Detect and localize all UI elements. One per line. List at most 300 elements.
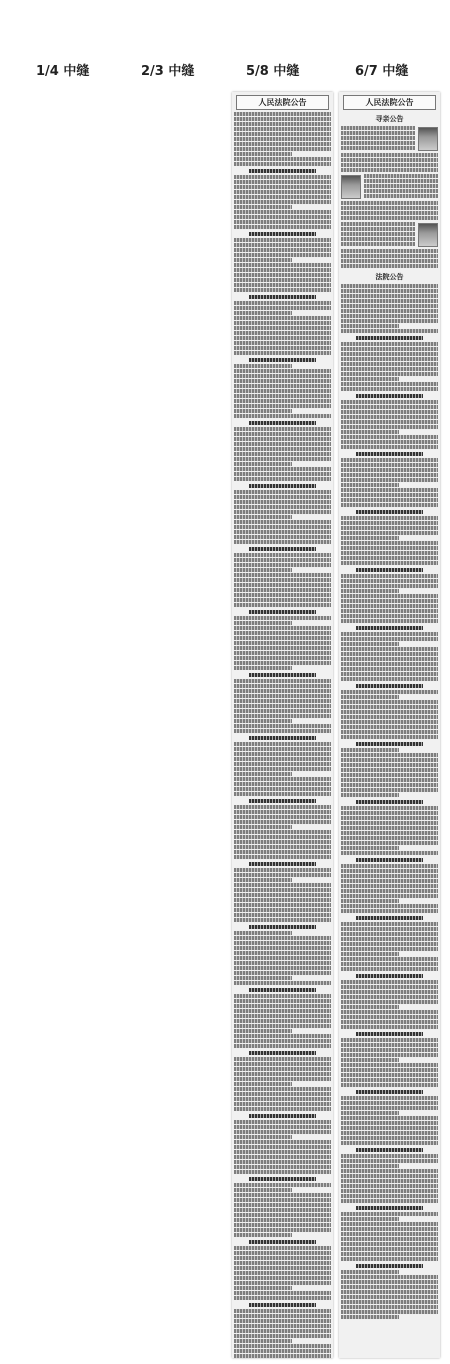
fine-print-line — [341, 720, 438, 724]
fine-print-line — [234, 374, 331, 378]
fine-print-line — [341, 387, 438, 391]
fine-print-line — [234, 1130, 331, 1134]
fine-print-line — [341, 473, 438, 477]
fine-print-line — [341, 821, 438, 825]
fine-print-line — [234, 331, 331, 335]
fine-print-line — [234, 787, 331, 791]
fine-print-line — [234, 175, 331, 179]
court-subheading — [249, 799, 317, 803]
fine-print-line — [341, 637, 438, 641]
fine-print-line — [341, 864, 438, 868]
fine-print-line — [364, 184, 438, 188]
fine-print-line — [341, 947, 438, 951]
fine-print-line — [341, 405, 438, 409]
fine-print-line — [341, 811, 438, 815]
court-subheading — [356, 800, 424, 804]
fine-print-line — [341, 1101, 438, 1105]
court-subheading — [249, 232, 317, 236]
fine-print-line — [341, 748, 399, 752]
fine-print-line — [234, 263, 331, 267]
fine-print-line — [234, 278, 331, 282]
fine-print-line — [234, 1150, 331, 1154]
fine-print-line — [341, 153, 438, 157]
fine-print-line — [234, 820, 331, 824]
fine-print-line — [234, 1213, 331, 1217]
fine-print-line — [341, 763, 438, 767]
fine-print-line — [234, 699, 331, 703]
fine-print-line — [234, 588, 331, 592]
fine-print-line — [341, 1154, 438, 1158]
fine-print-line — [341, 768, 438, 772]
fine-print-line — [234, 1072, 331, 1076]
fine-print-line — [234, 258, 292, 262]
entry-text — [364, 174, 438, 199]
fine-print-line — [234, 157, 331, 161]
fine-print-line — [234, 1039, 331, 1043]
fine-print-line — [234, 1009, 331, 1013]
fine-print-line — [341, 962, 438, 966]
fine-print-line — [234, 840, 331, 844]
fine-print-line — [234, 336, 331, 340]
fine-print-line — [341, 1237, 438, 1241]
fine-print-line — [341, 909, 438, 913]
fine-print-line — [341, 463, 438, 467]
fine-print-line — [341, 778, 438, 782]
court-subheading — [356, 684, 424, 688]
fine-print-line — [234, 525, 331, 529]
fine-print-line — [341, 158, 438, 162]
fine-print-line — [341, 942, 438, 946]
fine-print-line — [234, 719, 292, 723]
fine-print-line — [234, 414, 331, 418]
fine-print-line — [341, 126, 415, 130]
fine-print-line — [234, 1034, 331, 1038]
fine-print-line — [341, 1111, 399, 1115]
fine-print-line — [234, 1329, 331, 1333]
fine-print-line — [234, 704, 331, 708]
fine-print-line — [341, 488, 438, 492]
fine-print-line — [341, 990, 438, 994]
fine-print-line — [234, 679, 331, 683]
fine-print-line — [234, 850, 331, 854]
fine-print-line — [234, 971, 331, 975]
fine-print-line — [341, 400, 438, 404]
fine-print-line — [234, 762, 331, 766]
fine-print-line — [341, 1227, 438, 1231]
fine-print-line — [341, 289, 438, 293]
court-subheading — [356, 568, 424, 572]
fine-print-line — [234, 384, 331, 388]
court-subheading — [356, 452, 424, 456]
fine-print-line — [234, 883, 331, 887]
fine-print-line — [234, 1354, 331, 1358]
fine-print-line — [234, 1246, 331, 1250]
fine-print-line — [341, 632, 438, 636]
fine-print-line — [234, 238, 331, 242]
fine-print-line — [234, 379, 331, 383]
fine-print-line — [341, 1116, 438, 1120]
court-subheading — [356, 1148, 424, 1152]
strip-header: 人民法院公告 — [236, 95, 329, 110]
fine-print-line — [234, 999, 331, 1003]
fine-print-line — [234, 1145, 331, 1149]
fine-print-line — [341, 536, 399, 540]
fine-print-line — [341, 1169, 438, 1173]
fine-print-line — [234, 641, 331, 645]
fine-print-line — [234, 442, 331, 446]
fine-print-line — [234, 500, 331, 504]
fine-print-line — [234, 1266, 331, 1270]
fine-print-line — [341, 889, 438, 893]
fine-print-line — [341, 284, 438, 288]
fine-print-line — [341, 249, 438, 253]
fine-print-line — [341, 619, 438, 623]
court-subheading — [249, 295, 317, 299]
fine-print-line — [234, 792, 331, 796]
fine-print-line — [234, 1314, 331, 1318]
fine-print-line — [234, 452, 331, 456]
fine-print-line — [234, 1271, 331, 1275]
fine-print-line — [234, 311, 292, 315]
fine-print-line — [341, 652, 438, 656]
fine-print-line — [234, 951, 331, 955]
fine-print-line — [234, 243, 331, 247]
label-two-thirds: 2/3 中缝 — [141, 64, 195, 79]
fine-print-line — [341, 937, 438, 941]
fine-print-line — [234, 447, 331, 451]
court-subheading — [356, 336, 424, 340]
fine-print-line — [234, 1125, 331, 1129]
fine-print-line — [341, 710, 438, 714]
fine-print-line — [341, 816, 438, 820]
fine-print-line — [234, 1140, 331, 1144]
court-subheading — [249, 736, 317, 740]
fine-print-line — [341, 1131, 438, 1135]
fine-print-line — [341, 1015, 438, 1019]
fine-print-line — [234, 747, 331, 751]
fine-print-line — [234, 815, 331, 819]
fine-print-line — [234, 147, 331, 151]
fine-print-line — [234, 321, 331, 325]
fine-print-line — [234, 326, 331, 330]
fine-print-line — [234, 253, 331, 257]
fine-print-line — [341, 352, 438, 356]
fine-print-line — [234, 777, 331, 781]
court-subheading — [249, 484, 317, 488]
fine-print-line — [234, 1223, 331, 1227]
fine-print-line — [341, 425, 438, 429]
fine-print-line — [234, 190, 331, 194]
fine-print-line — [234, 742, 331, 746]
fine-print-line — [234, 200, 331, 204]
fine-print-line — [341, 1078, 438, 1082]
fine-print-line — [341, 695, 399, 699]
fine-print-line — [341, 382, 438, 386]
fine-print-line — [341, 556, 438, 560]
portrait-photo — [418, 127, 438, 151]
fine-print-line — [341, 589, 399, 593]
court-subheading — [249, 673, 317, 677]
court-subheading — [249, 988, 317, 992]
fine-print-line — [234, 112, 331, 116]
fine-print-line — [234, 767, 331, 771]
fine-print-line — [234, 467, 331, 471]
fine-print-line — [341, 136, 415, 140]
fine-print-line — [234, 941, 331, 945]
fine-print-line — [234, 868, 331, 872]
fine-print-line — [234, 1344, 331, 1348]
fine-print-line — [341, 440, 438, 444]
fine-print-line — [341, 1053, 438, 1057]
fine-print-line — [234, 578, 331, 582]
fine-print-line — [341, 227, 415, 231]
fine-print-line — [234, 772, 292, 776]
fine-print-line — [341, 1025, 438, 1029]
fine-print-line — [341, 879, 438, 883]
fine-print-line — [341, 1058, 399, 1062]
fine-print-line — [341, 493, 438, 497]
fine-print-line — [341, 458, 438, 462]
court-subheading — [249, 421, 317, 425]
fine-print-line — [341, 1005, 399, 1009]
fine-print-line — [234, 1044, 331, 1048]
fine-print-line — [341, 599, 438, 603]
fine-print-line — [234, 621, 292, 625]
fine-print-line — [234, 142, 331, 146]
fine-print-line — [234, 180, 331, 184]
fine-print-line — [341, 1300, 438, 1304]
fine-print-line — [341, 1096, 438, 1100]
fine-print-line — [341, 574, 438, 578]
fine-print-line — [234, 1024, 331, 1028]
court-subheading — [249, 358, 317, 362]
fine-print-line — [234, 1334, 331, 1338]
fine-print-line — [341, 1179, 438, 1183]
fine-print-line — [341, 329, 438, 333]
fine-print-line — [341, 932, 438, 936]
missing-person-entry — [341, 174, 438, 199]
fine-print-line — [234, 835, 331, 839]
fine-print-line — [234, 1087, 331, 1091]
fine-print-line — [234, 936, 331, 940]
fine-print-line — [234, 341, 331, 345]
fine-print-line — [234, 976, 292, 980]
fine-print-line — [341, 1063, 438, 1067]
fine-print-line — [234, 1135, 292, 1139]
fine-print-line — [341, 730, 438, 734]
fine-print-line — [234, 1170, 331, 1174]
fine-print-line — [234, 477, 331, 481]
fine-print-line — [341, 783, 438, 787]
fine-print-line — [234, 152, 292, 156]
fine-print-line — [341, 705, 438, 709]
fine-print-line — [234, 248, 331, 252]
fine-print-line — [234, 185, 331, 189]
fine-print-line — [234, 908, 331, 912]
fine-print-line — [234, 1082, 292, 1086]
fine-print-line — [234, 898, 331, 902]
fine-print-line — [234, 805, 331, 809]
fine-print-line — [341, 1252, 438, 1256]
fine-print-line — [234, 714, 331, 718]
fine-print-line — [341, 831, 438, 835]
fine-print-line — [341, 242, 415, 246]
fine-print-line — [234, 1004, 331, 1008]
fine-print-line — [234, 316, 331, 320]
fine-print-line — [234, 603, 331, 607]
fine-print-line — [341, 1083, 438, 1087]
fine-print-line — [341, 647, 438, 651]
fine-print-line — [341, 662, 438, 666]
fine-print-line — [234, 457, 331, 461]
fine-print-line — [234, 810, 331, 814]
fine-print-line — [234, 530, 331, 534]
fine-print-line — [234, 689, 331, 693]
court-subheading — [249, 1303, 317, 1307]
fine-print-line — [234, 1276, 331, 1280]
fine-print-line — [234, 666, 292, 670]
fine-print-line — [341, 806, 438, 810]
fine-print-line — [234, 472, 331, 476]
fine-print-line — [234, 1309, 331, 1313]
fine-print-line — [341, 1068, 438, 1072]
fine-print-line — [341, 846, 399, 850]
fine-print-line — [234, 1183, 331, 1187]
label-five-eighths: 5/8 中缝 — [246, 64, 300, 79]
fine-print-line — [234, 1261, 331, 1265]
fine-print-line — [341, 952, 399, 956]
fine-print-line — [234, 510, 331, 514]
fine-print-line — [341, 1290, 438, 1294]
fine-print-line — [341, 584, 438, 588]
fine-print-line — [341, 793, 399, 797]
fine-print-line — [234, 855, 331, 859]
fine-print-line — [341, 1280, 438, 1284]
fine-print-line — [341, 826, 438, 830]
fine-print-line — [234, 1291, 331, 1295]
court-subheading — [356, 394, 424, 398]
court-subheading — [249, 862, 317, 866]
fine-print-line — [234, 1286, 292, 1290]
fine-print-line — [341, 503, 438, 507]
fine-print-line — [341, 309, 438, 313]
fine-print-line — [234, 729, 331, 733]
fine-print-line — [341, 319, 438, 323]
fine-print-line — [341, 735, 438, 739]
fine-print-line — [341, 1141, 438, 1145]
fine-print-line — [234, 878, 292, 882]
fine-print-line — [234, 505, 331, 509]
fine-print-line — [341, 342, 438, 346]
fine-print-line — [234, 656, 331, 660]
fine-print-line — [234, 1193, 331, 1197]
fine-print-line — [341, 526, 438, 530]
fine-print-line — [341, 1217, 399, 1221]
fine-print-line — [234, 205, 292, 209]
fine-print-line — [341, 773, 438, 777]
fine-print-line — [341, 254, 438, 258]
fine-print-line — [341, 604, 438, 608]
fine-print-line — [234, 1188, 292, 1192]
court-subheading — [356, 858, 424, 862]
fine-print-line — [234, 520, 331, 524]
fine-print-line — [341, 1073, 438, 1077]
fine-print-line — [234, 709, 331, 713]
fine-print-line — [341, 1212, 438, 1216]
fine-print-line — [341, 690, 438, 694]
fine-print-line — [234, 1208, 331, 1212]
fine-print-line — [341, 1310, 438, 1314]
fine-print-line — [341, 980, 438, 984]
fine-print-line — [341, 551, 438, 555]
fine-print-line — [341, 430, 399, 434]
fine-print-line — [234, 956, 331, 960]
fine-print-line — [341, 299, 438, 303]
fine-print-line — [341, 1106, 438, 1110]
fine-print-line — [341, 206, 438, 210]
fine-print-line — [234, 162, 331, 166]
fine-print-line — [341, 657, 438, 661]
court-subheading — [356, 1264, 424, 1268]
section-heading: 法院公告 — [375, 273, 404, 281]
fine-print-line — [341, 561, 438, 565]
court-subheading — [356, 1090, 424, 1094]
fine-print-line — [234, 782, 331, 786]
fine-print-line — [341, 594, 438, 598]
fine-print-line — [234, 215, 331, 219]
fine-print-line — [341, 483, 399, 487]
fine-print-line — [341, 357, 438, 361]
fine-print-line — [341, 985, 438, 989]
fine-print-line — [341, 163, 438, 167]
fine-print-line — [341, 415, 438, 419]
fine-print-line — [341, 904, 438, 908]
fine-print-line — [341, 146, 415, 150]
fine-print-line — [234, 825, 292, 829]
fine-print-line — [234, 1160, 331, 1164]
fine-print-line — [234, 288, 331, 292]
fine-print-line — [234, 1296, 331, 1300]
fine-print-line — [341, 869, 438, 873]
fine-print-line — [234, 651, 331, 655]
fine-print-line — [234, 122, 331, 126]
fine-print-line — [234, 1324, 331, 1328]
fine-print-line — [234, 1233, 292, 1237]
fine-print-line — [341, 1174, 438, 1178]
fine-print-line — [234, 845, 331, 849]
fine-print-line — [341, 1285, 438, 1289]
fine-print-line — [234, 1165, 331, 1169]
fine-print-line — [341, 1232, 438, 1236]
fine-print-line — [341, 1043, 438, 1047]
fine-print-line — [341, 168, 438, 172]
fine-print-line — [341, 478, 438, 482]
label-six-sevenths: 6/7 中缝 — [355, 64, 409, 79]
court-subheading — [356, 1032, 424, 1036]
fine-print-line — [234, 558, 331, 562]
notice-strip-left — [232, 92, 333, 1358]
fine-print-line — [341, 874, 438, 878]
fine-print-line — [234, 495, 331, 499]
fine-print-line — [341, 259, 438, 263]
label-quarter: 1/4 中缝 — [36, 64, 90, 79]
fine-print-line — [341, 1189, 438, 1193]
fine-print-line — [234, 616, 331, 620]
fine-print-line — [234, 583, 331, 587]
fine-print-line — [234, 946, 331, 950]
fine-print-line — [341, 1194, 438, 1198]
fine-print-line — [234, 724, 331, 728]
